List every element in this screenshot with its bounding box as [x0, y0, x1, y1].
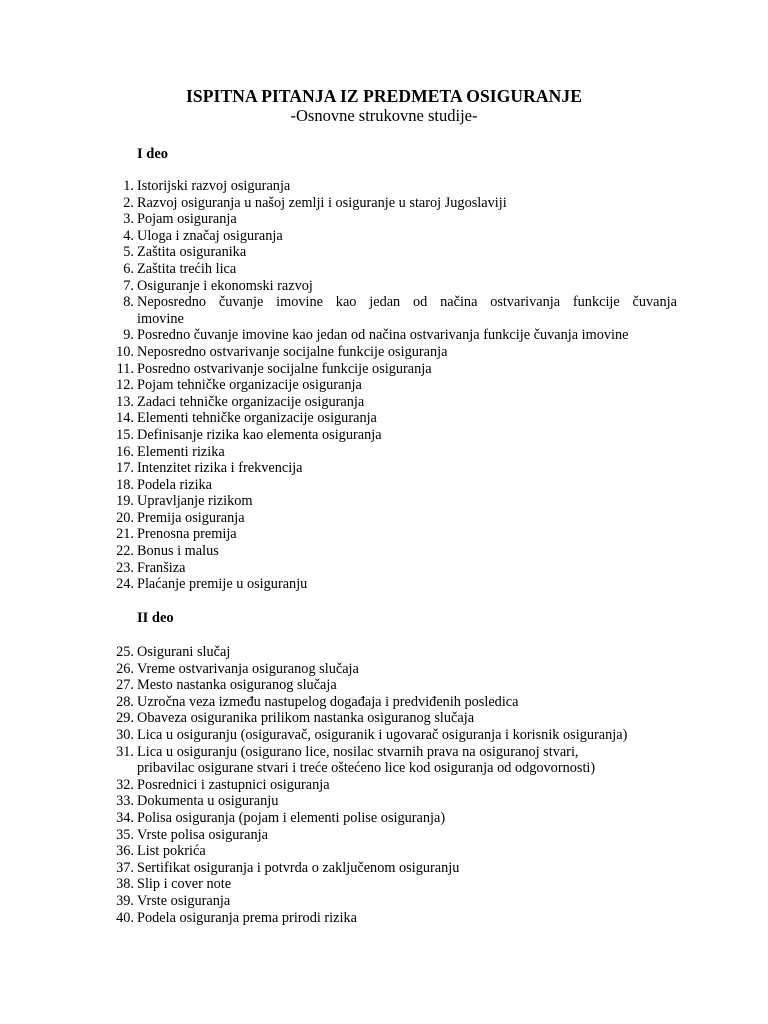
item-text: List pokrića — [137, 843, 206, 860]
item-text: Posredno ostvarivanje socijalne funkcije osiguranja — [137, 360, 432, 377]
item-number: 23. — [116, 559, 134, 576]
list-item — [0, 576, 768, 593]
item-text: Zadaci tehničke organizacije osiguranja — [137, 393, 365, 410]
section-heading-2: II deo — [137, 610, 174, 626]
item-number: 5. — [123, 244, 134, 261]
item-number: 29. — [116, 710, 134, 727]
list-item — [0, 195, 768, 212]
item-number: 2. — [123, 194, 134, 211]
list-item — [0, 477, 768, 494]
list-item — [0, 228, 768, 245]
item-text — [137, 294, 677, 327]
item-text: Slip i cover note — [137, 876, 232, 893]
item-number: 28. — [116, 693, 134, 710]
item-text: Vrste osiguranja — [137, 892, 231, 909]
item-number: 31. — [116, 743, 134, 760]
item-number: 24. — [116, 576, 134, 593]
item-number: 6. — [123, 260, 134, 277]
item-text: Osiguranje i ekonomski razvoj — [137, 277, 313, 294]
question-list-1 — [0, 178, 768, 593]
item-text: Vreme ostvarivanja osiguranog slučaja — [137, 660, 359, 677]
list-item — [0, 261, 768, 278]
item-number: 12. — [116, 377, 134, 394]
item-number: 36. — [116, 843, 134, 860]
list-item — [0, 460, 768, 477]
item-text: Plaćanje premije u osiguranju — [137, 576, 308, 593]
item-number: 32. — [116, 776, 134, 793]
item-text: Prenosna premija — [137, 526, 237, 543]
item-number: 37. — [116, 859, 134, 876]
item-number: 18. — [116, 476, 134, 493]
item-number: 27. — [116, 677, 134, 694]
document-title: ISPITNA PITANJA IZ PREDMETA OSIGURANJE — [186, 86, 582, 106]
item-number: 3. — [123, 211, 134, 228]
item-text: Upravljanje rizikom — [137, 493, 253, 510]
item-number: 34. — [116, 809, 134, 826]
item-number: 20. — [116, 509, 134, 526]
item-text: Sertifikat osiguranja i potvrda o zaključenom osiguranju — [137, 859, 460, 876]
list-item — [0, 361, 768, 378]
item-text — [137, 744, 677, 777]
list-item — [0, 510, 768, 527]
item-text: Pojam tehničke organizacije osiguranja — [137, 377, 362, 394]
item-text-line-1: Neposredno čuvanje imovine kao jedan od načina ostvarivanja funkcije čuvanja — [137, 294, 677, 311]
item-number: 30. — [116, 726, 134, 743]
item-text: Pojam osiguranja — [137, 211, 237, 228]
item-number: 26. — [116, 660, 134, 677]
list-item — [0, 661, 768, 678]
item-number: 33. — [116, 793, 134, 810]
item-number: 13. — [116, 393, 134, 410]
list-item — [0, 843, 768, 860]
section-heading-1: I deo — [137, 146, 169, 162]
item-text: Zaštita trećih lica — [137, 260, 237, 277]
list-item — [0, 377, 768, 394]
item-text: Franšiza — [137, 559, 186, 576]
item-text: Razvoj osiguranja u našoj zemlji i osiguranje u staroj Jugoslaviji — [137, 194, 507, 211]
item-number: 17. — [116, 460, 134, 477]
list-item — [0, 394, 768, 411]
list-item — [0, 777, 768, 794]
item-text-line-1: Lica u osiguranju (osigurano lice, nosilac stvarnih prava na osiguranoj stvari, — [137, 743, 579, 760]
item-text: Zaštita osiguranika — [137, 244, 247, 261]
list-item — [0, 427, 768, 444]
item-number: 40. — [116, 909, 134, 926]
list-item — [0, 444, 768, 461]
list-item — [0, 327, 768, 344]
item-number: 11. — [116, 360, 134, 377]
item-number: 38. — [116, 876, 134, 893]
item-number: 39. — [116, 892, 134, 909]
list-item — [0, 893, 768, 910]
item-text: Definisanje rizika kao elementa osiguranja — [137, 426, 382, 443]
item-number: 16. — [116, 443, 134, 460]
item-text: Vrste polisa osiguranja — [137, 826, 268, 843]
list-item — [0, 211, 768, 228]
item-text: Intenzitet rizika i frekvencija — [137, 460, 303, 477]
item-number: 21. — [116, 526, 134, 543]
item-number: 9. — [123, 327, 134, 344]
list-item — [0, 294, 768, 327]
item-text: Posredno čuvanje imovine kao jedan od načina ostvarivanja funkcije čuvanja imovine — [137, 327, 629, 344]
item-text-line-2: imovine — [137, 310, 184, 327]
item-number: 7. — [123, 277, 134, 294]
list-item — [0, 493, 768, 510]
item-text: Neposredno ostvarivanje socijalne funkcije osiguranja — [137, 343, 448, 360]
list-item — [0, 278, 768, 295]
item-number: 15. — [116, 426, 134, 443]
item-number: 25. — [116, 644, 134, 660]
item-text: Dokumenta u osiguranju — [137, 793, 279, 810]
list-item — [0, 560, 768, 577]
item-text: Premija osiguranja — [137, 509, 245, 526]
list-item — [0, 677, 768, 694]
list-item — [0, 710, 768, 727]
question-list-2 — [0, 644, 768, 926]
item-text: Lica u osiguranju (osiguravač, osiguranik i ugovarač osiguranja i korisnik osiguranja) — [137, 726, 628, 743]
list-item — [0, 793, 768, 810]
list-item — [0, 644, 768, 661]
item-number: 8. — [123, 294, 134, 311]
list-item — [0, 526, 768, 543]
item-text: Bonus i malus — [137, 543, 219, 560]
list-item — [0, 344, 768, 361]
item-number: 4. — [123, 227, 134, 244]
list-item — [0, 694, 768, 711]
item-number: 10. — [116, 343, 134, 360]
item-text-line-2: pribavilac osigurane stvari i treće oštećeno lice kod osiguranja od odgovornosti) — [137, 760, 596, 777]
item-text: Polisa osiguranja (pojam i elementi polise osiguranja) — [137, 809, 446, 826]
list-item — [0, 860, 768, 877]
list-item — [0, 178, 768, 195]
item-text: Mesto nastanka osiguranog slučaja — [137, 677, 337, 694]
item-number: 19. — [116, 493, 134, 510]
item-number: 14. — [116, 410, 134, 427]
item-text: Uloga i značaj osiguranja — [137, 227, 283, 244]
list-item — [0, 876, 768, 893]
item-text: Elementi rizika — [137, 443, 225, 460]
item-text: Istorijski razvoj osiguranja — [137, 178, 291, 194]
list-item — [0, 744, 768, 777]
item-text: Elementi tehničke organizacije osiguranja — [137, 410, 377, 427]
list-item — [0, 910, 768, 927]
item-text: Uzročna veza između nastupelog događaja i predviđenih posledica — [137, 693, 519, 710]
document-subtitle: -Osnovne strukovne studije- — [290, 106, 478, 125]
item-text: Podela rizika — [137, 476, 213, 493]
item-text: Posrednici i zastupnici osiguranja — [137, 776, 330, 793]
item-number: 35. — [116, 826, 134, 843]
list-item — [0, 810, 768, 827]
item-number: 22. — [116, 543, 134, 560]
list-item — [0, 410, 768, 427]
list-item — [0, 543, 768, 560]
list-item — [0, 244, 768, 261]
item-number: 1. — [123, 178, 134, 194]
item-text: Osigurani slučaj — [137, 644, 231, 660]
item-text: Obaveza osiguranika prilikom nastanka osiguranog slučaja — [137, 710, 475, 727]
list-item — [0, 827, 768, 844]
item-text: Podela osiguranja prema prirodi rizika — [137, 909, 357, 926]
list-item — [0, 727, 768, 744]
